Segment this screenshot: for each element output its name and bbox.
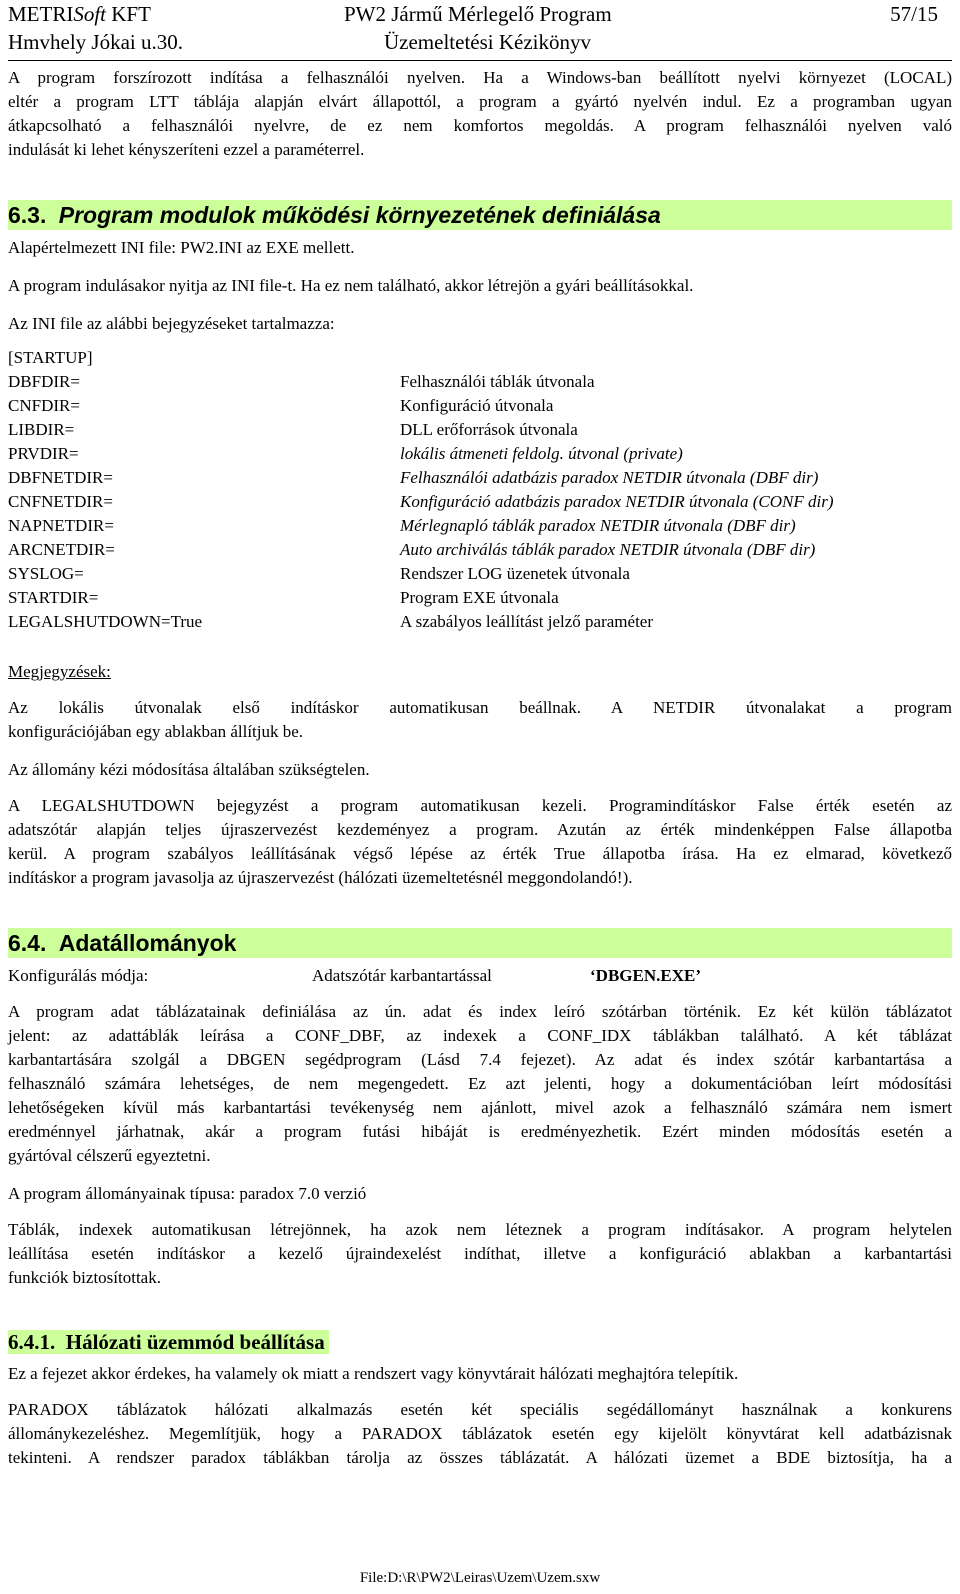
ini-contents-text	[8, 312, 952, 336]
ini-entry	[8, 490, 952, 514]
config-exe: ‘DBGEN.EXE’	[590, 966, 701, 985]
ini-contents-line: Az INI file az alábbi bejegyzéseket tartalmazza:	[8, 314, 335, 333]
note-3	[8, 794, 952, 890]
paragraph-line: Táblák, indexek automatikusan létrejönnek, ha azok nem léteznek a program indításakor. A program helytelen	[8, 1220, 952, 1239]
ini-default-text	[8, 236, 952, 260]
ini-desc: DLL erőforrások útvonala	[400, 420, 578, 439]
ini-entry	[8, 586, 952, 610]
paragraph-line: tekinteni. A rendszer paradox táblákban tárolja az összes táblázatát. A hálózati üzemet a BDE biztosítja, ha a	[8, 1448, 952, 1467]
paragraph-line: jelent: az adattáblák leírása a CONF_DBF, az indexek a CONF_IDX táblákban található. A két táblázat	[8, 1026, 952, 1045]
ini-key: ARCNETDIR=	[8, 540, 115, 559]
ini-desc: Konfiguráció adatbázis paradox NETDIR útvonala (CONF dir)	[400, 492, 834, 511]
ini-entry	[8, 394, 952, 418]
ini-section-key	[8, 346, 952, 370]
note-line: kerül. A program szabályos leállításának végső lépése az érték True állapotba írása. Ha ez elmarad, következő	[8, 844, 952, 863]
header-row-2	[8, 28, 952, 56]
intro-line: eltér a program LTT táblája alapján elvárt állapottól, a program a gyártó nyelvén indul. Ez a programban ugyan	[8, 92, 952, 111]
paragraph-line: funkciók biztosítottak.	[8, 1268, 161, 1287]
note-2	[8, 758, 952, 782]
ini-entry	[8, 418, 952, 442]
note-line: Az lokális útvonalak első indításkor automatikusan beállnak. A NETDIR útvonalakat a program	[8, 698, 952, 717]
section-heading-6-4	[8, 928, 952, 958]
paragraph-line: karbantartására szolgál a DBGEN segédprogram (Lásd 7.4 fejezet). Az adat és index szótár karbantartása a	[8, 1050, 952, 1069]
company-name-post: KFT	[106, 2, 151, 26]
ini-default-line: Alapértelmezett INI file: PW2.INI az EXE mellett.	[8, 238, 355, 257]
paragraph-line: A program állományainak típusa: paradox 7.0 verzió	[8, 1184, 367, 1203]
ini-desc: Felhasználói táblák útvonala	[400, 372, 595, 391]
paragraph-line: A program adat táblázatainak definiálása az ún. adat és index leíró szótárban történik. Ez két külön táblázatot	[8, 1002, 952, 1021]
header-row-1	[8, 0, 952, 28]
intro-line: A program forszírozott indítása a felhasználói nyelven. Ha a Windows-ban beállított nyelvi környezet (LOCAL)	[8, 68, 952, 87]
section-number: 6.3.	[8, 202, 47, 228]
ini-key: CNFNETDIR=	[8, 492, 113, 511]
note-line: konfigurációjában egy ablakban állítjuk be.	[8, 722, 304, 741]
notes-label-text: Megjegyzések:	[8, 662, 111, 681]
ini-key: STARTDIR=	[8, 588, 99, 607]
note-1	[8, 696, 952, 744]
network-paragraph	[8, 1398, 952, 1470]
paragraph-line: állománykezeléshez. Megemlítjük, hogy a PARADOX táblázatok esetén egy kijelölt könyvtárat kell adatbázisnak	[8, 1424, 952, 1443]
config-method-row	[8, 964, 952, 988]
ini-open-text	[8, 274, 952, 298]
ini-key: LEGALSHUTDOWN=True	[8, 612, 203, 631]
note-line: indításkor a program javasolja az újraszervezést (hálózati üzemeltetésnél meggondolandó!).	[8, 868, 633, 887]
ini-desc: lokális átmeneti feldolg. útvonal (private)	[400, 444, 683, 463]
header-divider	[8, 60, 952, 61]
ini-entry	[8, 514, 952, 538]
page-number: 57/15	[890, 2, 938, 26]
intro-line: indulását ki lehet kényszeríteni ezzel a paraméterrel.	[8, 140, 365, 159]
ini-desc: Auto archiválás táblák paradox NETDIR útvonala (DBF dir)	[400, 540, 816, 559]
ini-key: DBFDIR=	[8, 372, 80, 391]
note-line: A LEGALSHUTDOWN bejegyzést a program automatikusan kezeli. Programindításkor False érték esetén az	[8, 796, 952, 815]
datafiles-paragraph-1	[8, 1000, 952, 1168]
section-heading-6-3	[8, 200, 952, 230]
ini-desc: Mérlegnapló táblák paradox NETDIR útvonala (DBF dir)	[400, 516, 796, 535]
paragraph-line: leállítása esetén indításkor a kezelő újraindexelést indíthat, illetve a konfiguráció ablakban a karbantartási	[8, 1244, 952, 1263]
config-label: Konfigurálás módja:	[8, 966, 149, 985]
ini-key: PRVDIR=	[8, 444, 79, 463]
section-title: Program modulok működési környezetének definiálása	[58, 202, 661, 228]
section-number: 6.4.1.	[8, 1330, 56, 1354]
paragraph-line: gyártóval célszerű egyeztetni.	[8, 1146, 211, 1165]
ini-entry	[8, 370, 952, 394]
datafiles-type	[8, 1182, 952, 1206]
paragraph-line: Ez a fejezet akkor érdekes, ha valamely ok miatt a rendszert vagy könyvtárait hálózati meghajtóra telepítik.	[8, 1364, 739, 1383]
ini-entry	[8, 610, 952, 634]
company-address: Hmvhely Jókai u.30.	[8, 30, 183, 54]
datafiles-paragraph-3	[8, 1218, 952, 1290]
paragraph-line: eredménnyel járhatnak, akár a program futási hibáját is eredményezhetik. Ezért minden módosítás esetén a	[8, 1122, 952, 1141]
ini-key: DBFNETDIR=	[8, 468, 113, 487]
intro-paragraph	[8, 66, 952, 162]
section-heading-6-4-1	[8, 1328, 952, 1356]
ini-entry	[8, 442, 952, 466]
ini-desc: Felhasználói adatbázis paradox NETDIR útvonala (DBF dir)	[400, 468, 819, 487]
program-title: PW2 Jármű Mérlegelő Program	[344, 2, 612, 26]
manual-title: Üzemeltetési Kézikönyv	[384, 30, 592, 54]
paragraph-line: PARADOX táblázatok hálózati alkalmazás esetén két speciális segédállományt használnak a konkurens	[8, 1400, 952, 1419]
paragraph-line: lehetőségeken kívül más karbantartási tevékenység nem ajánlott, mivel azok a felhasználó számára nem ismert	[8, 1098, 952, 1117]
notes-label	[8, 660, 952, 684]
ini-entry	[8, 562, 952, 586]
section-title: Adatállományok	[58, 930, 237, 956]
section-number: 6.4.	[8, 930, 47, 956]
ini-key: SYSLOG=	[8, 564, 84, 583]
intro-line: átkapcsolható a felhasználói nyelvre, de ez nem komfortos megoldás. A program felhasználói nyelven való	[8, 116, 952, 135]
ini-desc: Rendszer LOG üzenetek útvonala	[400, 564, 630, 583]
config-tool: Adatszótár karbantartással	[312, 966, 492, 985]
ini-key: LIBDIR=	[8, 420, 75, 439]
page-footer: File:D:\R\PW2\Leiras\Uzem\Uzem.sxw	[359, 1570, 601, 1586]
subsection-heading-label	[8, 1330, 329, 1354]
company-name	[8, 0, 151, 28]
ini-key: NAPNETDIR=	[8, 516, 114, 535]
ini-desc: Program EXE útvonala	[400, 588, 559, 607]
ini-desc: Konfiguráció útvonala	[400, 396, 554, 415]
company-name-soft: Soft	[73, 2, 106, 26]
ini-section-label: [STARTUP]	[8, 348, 93, 367]
ini-key: CNFDIR=	[8, 396, 80, 415]
section-title: Hálózati üzemmód beállítása	[65, 1330, 325, 1354]
company-name-pre: METRI	[8, 2, 74, 26]
ini-entry	[8, 538, 952, 562]
ini-open-line: A program indulásakor nyitja az INI file-t. Ha ez nem található, akkor létrejön a gyári beállításokkal.	[8, 276, 694, 295]
network-intro	[8, 1362, 952, 1386]
paragraph-line: felhasználó számára lehetséges, de nem megengedett. Ez azt jelenti, hogy a dokumentációban leírt módosítási	[8, 1074, 952, 1093]
note-line: Az állomány kézi módosítása általában szükségtelen.	[8, 760, 370, 779]
ini-entry	[8, 466, 952, 490]
note-line: adatszótár alapján teljes újraszervezést kezdeményez a program. Azután az érték mindenképpen False állapotba	[8, 820, 952, 839]
ini-desc: A szabályos leállítást jelző paraméter	[400, 612, 654, 631]
